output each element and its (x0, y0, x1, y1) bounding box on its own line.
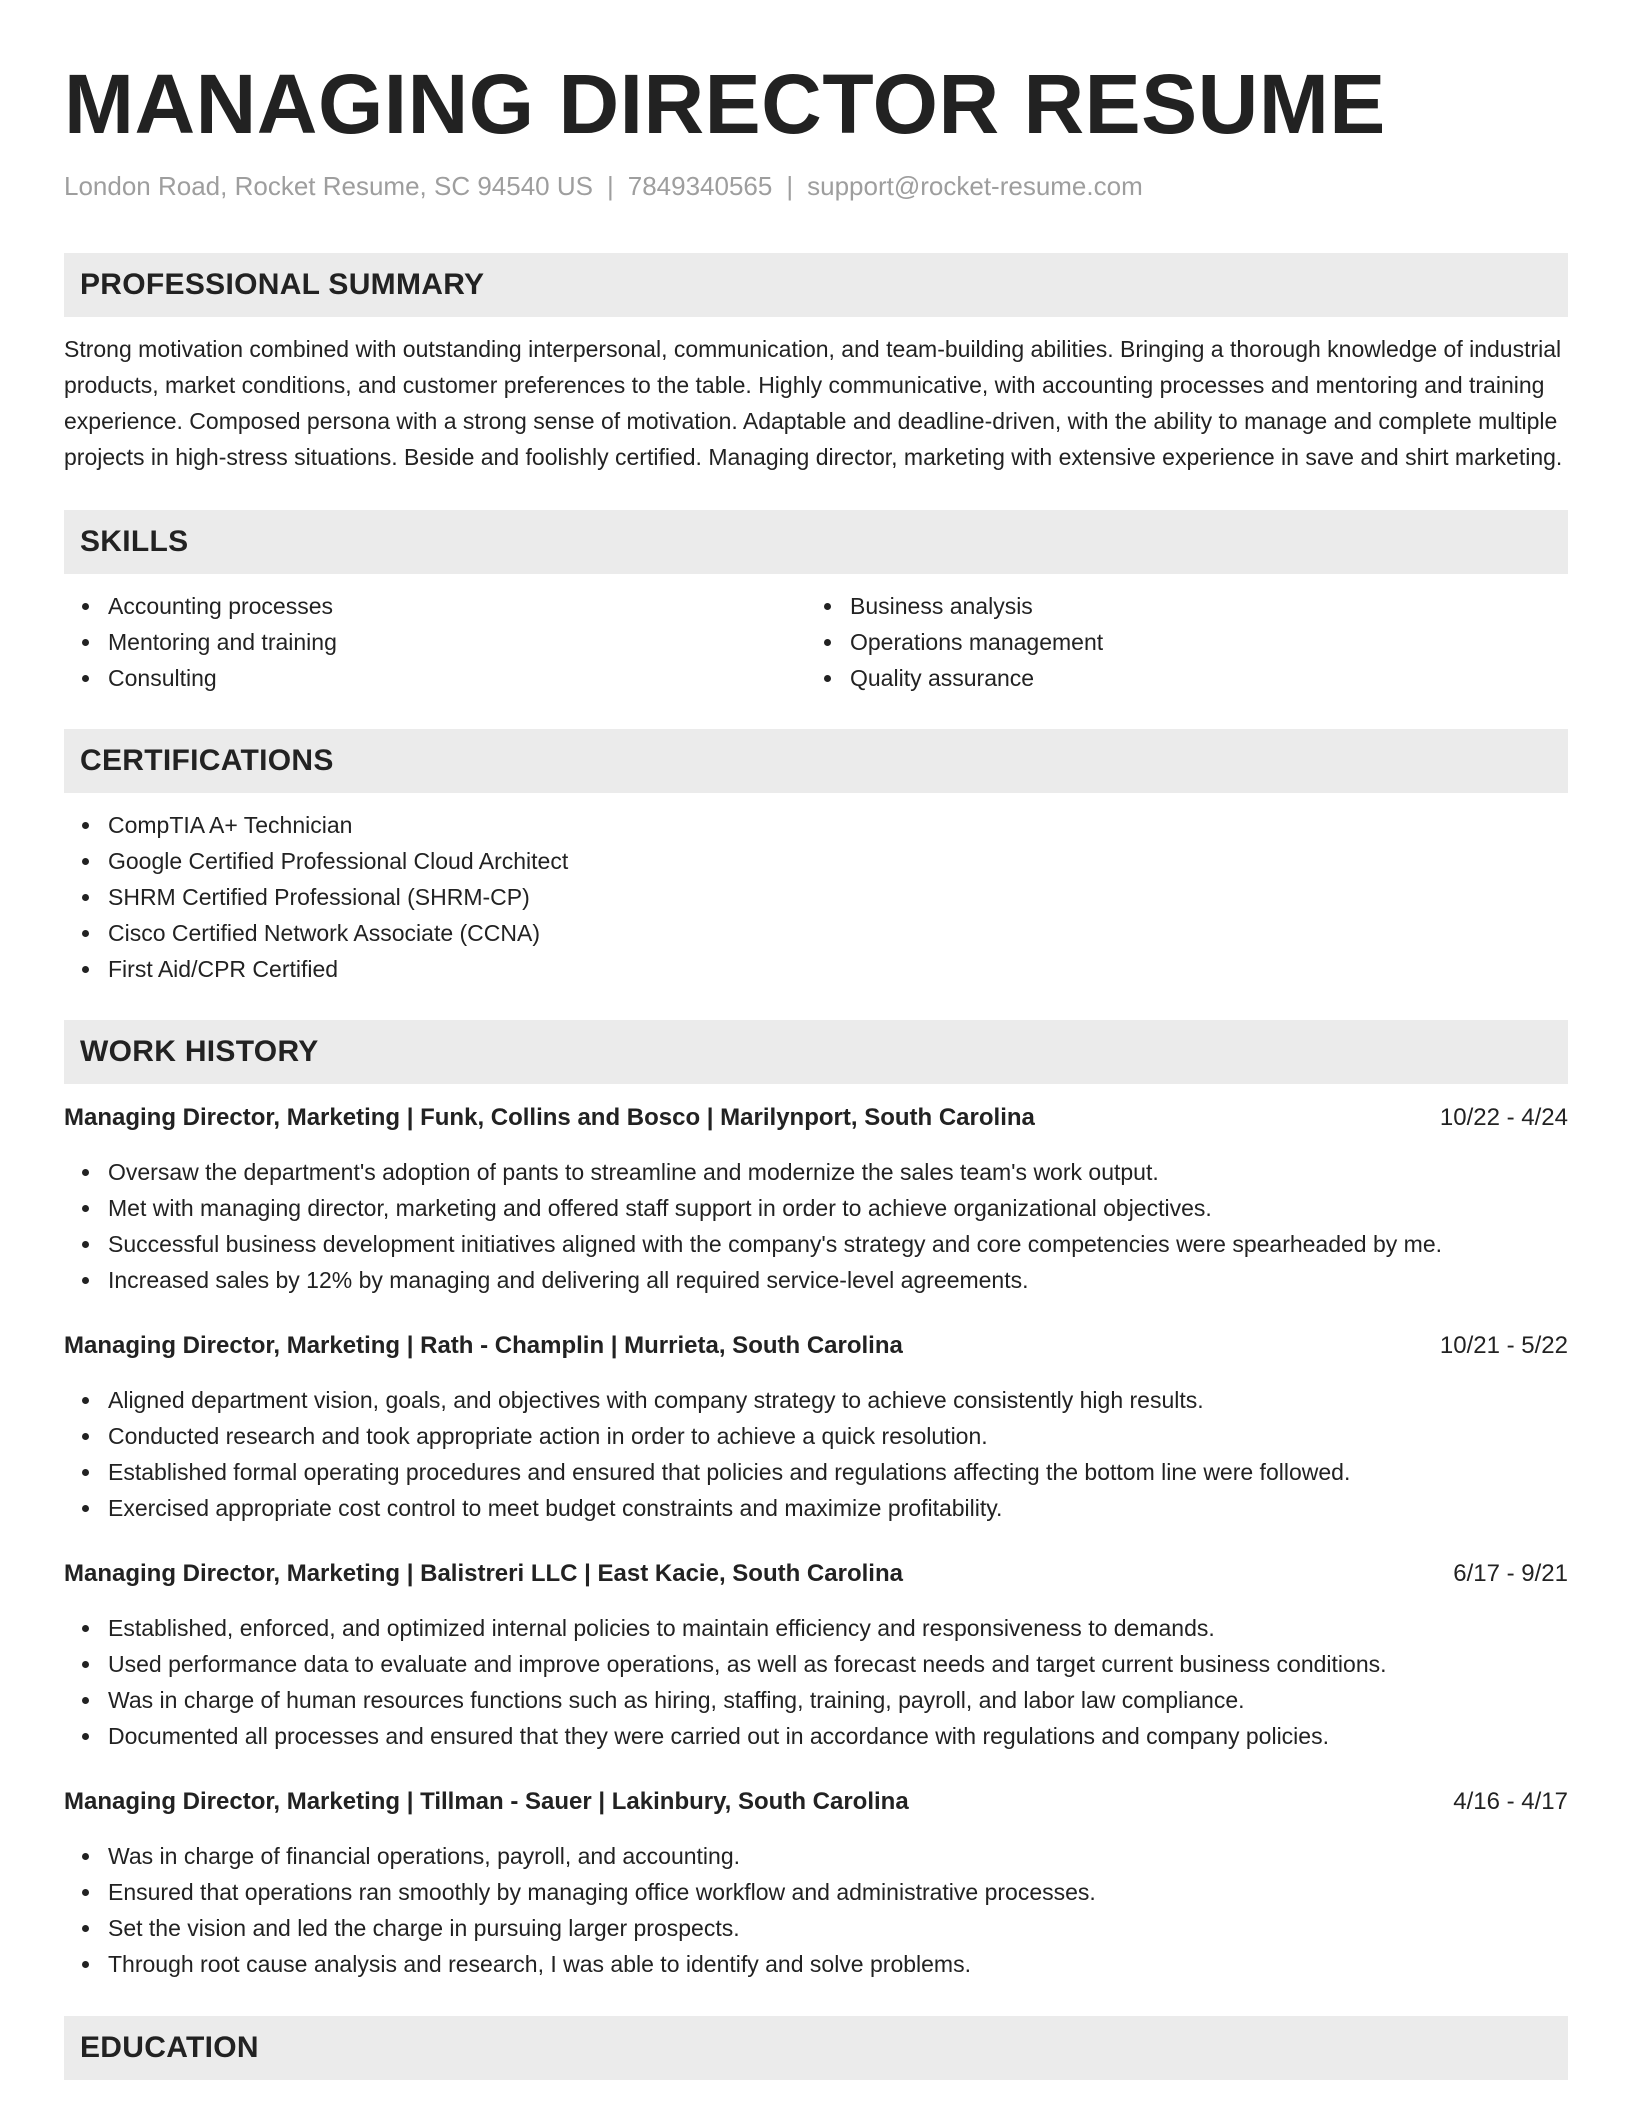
certifications-list (64, 807, 1568, 987)
job-bullet: Ensured that operations ran smoothly by managing office workflow and administrative processes. (108, 1874, 1568, 1910)
job-title: Managing Director, Marketing | Tillman - Sauer | Lakinbury, South Carolina (64, 1788, 909, 1815)
job-bullet: Oversaw the department's adoption of pants to streamline and modernize the sales team's work output. (108, 1154, 1568, 1190)
skills-column-right (806, 588, 1548, 696)
job-header (64, 1784, 1568, 1820)
job-bullet: Exercised appropriate cost control to meet budget constraints and maximize profitability. (108, 1490, 1568, 1526)
job-header (64, 1556, 1568, 1592)
job-title: Managing Director, Marketing | Rath - Champlin | Murrieta, South Carolina (64, 1332, 903, 1359)
job-entry (64, 1328, 1568, 1526)
job-bullet: Met with managing director, marketing and offered staff support in order to achieve organizational objectives. (108, 1190, 1568, 1226)
job-bullets (64, 1610, 1568, 1754)
skill-item: Operations management (850, 624, 1548, 660)
section-header-work-history: WORK HISTORY (64, 1020, 1568, 1084)
job-bullet: Increased sales by 12% by managing and delivering all required service-level agreements. (108, 1262, 1568, 1298)
certification-item: SHRM Certified Professional (SHRM-CP) (108, 879, 1568, 915)
job-bullets (64, 1154, 1568, 1298)
skills-column-left (64, 588, 806, 696)
job-bullet: Aligned department vision, goals, and objectives with company strategy to achieve consistently high results. (108, 1382, 1568, 1418)
job-title: Managing Director, Marketing | Balistreri LLC | East Kacie, South Carolina (64, 1560, 903, 1587)
job-entry (64, 1556, 1568, 1754)
job-dates: 10/22 - 4/24 (1439, 1104, 1568, 1131)
job-dates: 6/17 - 9/21 (1453, 1560, 1568, 1587)
job-entry (64, 1100, 1568, 1298)
summary-text: Strong motivation combined with outstanding interpersonal, communication, and team-building abilities. Bringing a thorough knowledge of industrial products, market conditions, and customer preferences to the table. Highly communicative, with accounting processes and mentoring and training experience. Composed persona with a strong sense of motivation. Adaptable and deadline-driven, with the ability to manage and complete multiple projects in high-stress situations. Beside and foolishly certified. Managing director, marketing with extensive experience in save and shirt marketing. (64, 336, 1563, 470)
section-header-summary: PROFESSIONAL SUMMARY (64, 253, 1568, 317)
contact-line (64, 170, 1568, 202)
skill-item: Quality assurance (850, 660, 1548, 696)
job-bullet: Established, enforced, and optimized internal policies to maintain efficiency and responsiveness to demands. (108, 1610, 1568, 1646)
skills-grid (64, 588, 1568, 696)
resume-title: MANAGING DIRECTOR RESUME (64, 57, 1386, 151)
contact-separator: | (786, 171, 794, 201)
contact-phone: 7849340565 (627, 171, 773, 201)
skills-list (806, 588, 1548, 696)
job-title: Managing Director, Marketing | Funk, Collins and Bosco | Marilynport, South Carolina (64, 1104, 1035, 1131)
certification-item: Google Certified Professional Cloud Architect (108, 843, 1568, 879)
job-bullet: Established formal operating procedures and ensured that policies and regulations affecting the bottom line were followed. (108, 1454, 1568, 1490)
certification-item: CompTIA A+ Technician (108, 807, 1568, 843)
skill-item: Consulting (108, 660, 806, 696)
contact-email: support@rocket-resume.com (807, 171, 1143, 201)
contact-address: London Road, Rocket Resume, SC 94540 US (64, 171, 593, 201)
job-bullets (64, 1838, 1568, 1982)
certification-item: Cisco Certified Network Associate (CCNA) (108, 915, 1568, 951)
job-bullet: Used performance data to evaluate and improve operations, as well as forecast needs and target current business conditions. (108, 1646, 1568, 1682)
job-bullet: Successful business development initiatives aligned with the company's strategy and core competencies were spearheaded by me. (108, 1226, 1568, 1262)
job-bullets (64, 1382, 1568, 1526)
section-header-skills: SKILLS (64, 510, 1568, 574)
section-header-certifications: CERTIFICATIONS (64, 729, 1568, 793)
skill-item: Business analysis (850, 588, 1548, 624)
job-entry (64, 1784, 1568, 1982)
job-bullet: Conducted research and took appropriate action in order to achieve a quick resolution. (108, 1418, 1568, 1454)
job-bullet: Was in charge of human resources functions such as hiring, staffing, training, payroll, and labor law compliance. (108, 1682, 1568, 1718)
certification-item: First Aid/CPR Certified (108, 951, 1568, 987)
skill-item: Accounting processes (108, 588, 806, 624)
section-header-education: EDUCATION (64, 2016, 1568, 2080)
job-header (64, 1328, 1568, 1364)
skills-list (64, 588, 806, 696)
job-header (64, 1100, 1568, 1136)
job-bullet: Set the vision and led the charge in pursuing larger prospects. (108, 1910, 1568, 1946)
skill-item: Mentoring and training (108, 624, 806, 660)
job-dates: 4/16 - 4/17 (1453, 1788, 1568, 1815)
job-dates: 10/21 - 5/22 (1439, 1332, 1568, 1359)
job-bullet: Documented all processes and ensured that they were carried out in accordance with regulations and company policies. (108, 1718, 1568, 1754)
job-bullet: Through root cause analysis and research, I was able to identify and solve problems. (108, 1946, 1568, 1982)
job-bullet: Was in charge of financial operations, payroll, and accounting. (108, 1838, 1568, 1874)
contact-separator: | (606, 171, 614, 201)
